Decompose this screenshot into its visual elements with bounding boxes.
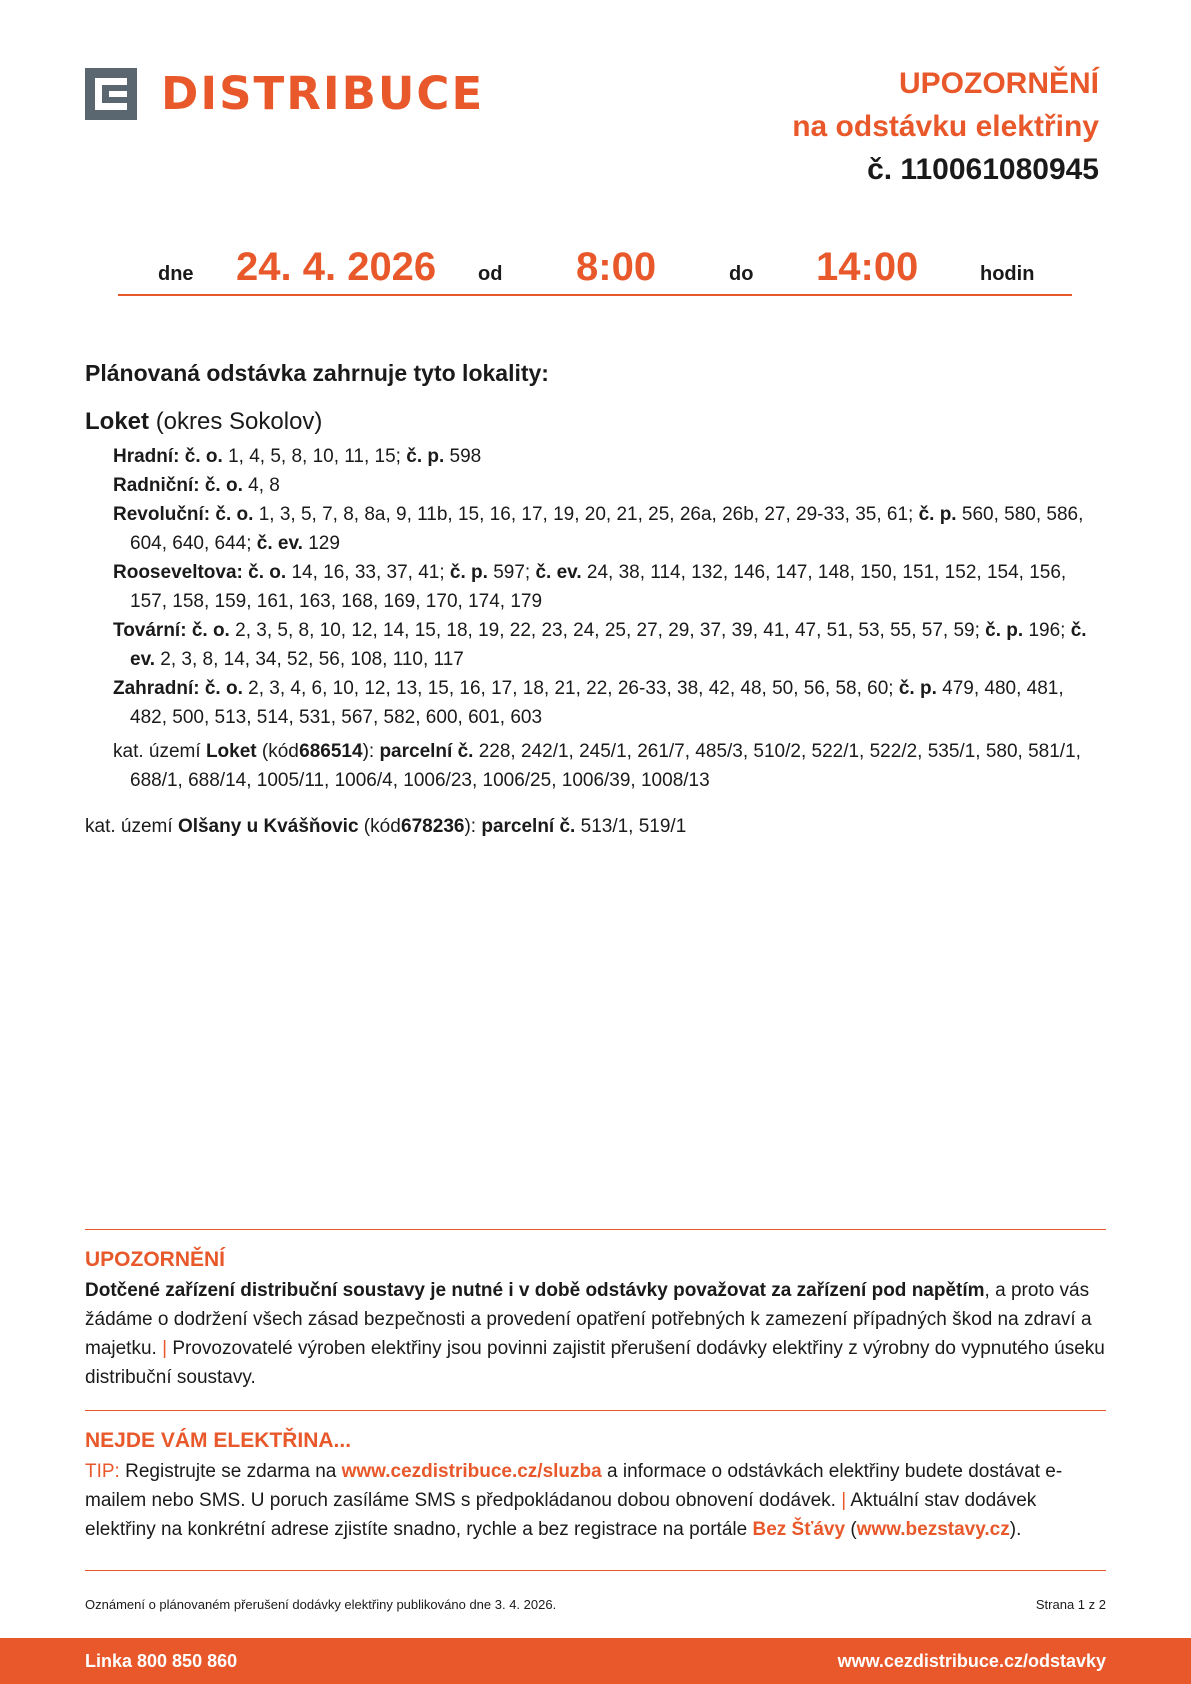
cadastral-area-loket: kat. území Loket (kód 686514): parcelní č. 228, 242/1, 245/1, 261/7, 485/3, 510/2, 522/1, 522/2, 535/1, 580, 581/1, 688/1, 688/14, 1005/11, 1006/4, 1006/23, 1006/25, 1006/39, 1008/13 (113, 741, 1081, 791)
tip-title: NEJDE VÁM ELEKTŘINA... (85, 1429, 352, 1452)
logo-text: DISTRIBUCE (161, 67, 485, 120)
registration-link[interactable]: www.cezdistribuce.cz/sluzba (341, 1461, 602, 1482)
to-label: do (729, 263, 754, 285)
footer-bar (0, 1638, 1191, 1684)
header-subtitle: na odstávku elektřiny (792, 110, 1099, 143)
divider (85, 1410, 1106, 1411)
street-name: Revoluční: (113, 504, 211, 525)
bez-stavy-brand: Bez Šťávy (752, 1519, 846, 1540)
street-name: Zahradní: (113, 678, 200, 699)
outage-from: 8:00 (576, 245, 657, 289)
street-name: Radniční: (113, 475, 200, 496)
locality-heading (85, 408, 322, 436)
street-entry: Radniční: č. o. 4, 8 (113, 475, 280, 496)
notice-number: č. 110061080945 (867, 153, 1099, 186)
notice-title: UPOZORNĚNÍ (85, 1248, 226, 1271)
header-title: UPOZORNĚNÍ (898, 67, 1099, 100)
section-title: Plánovaná odstávka zahrnuje tyto lokality: (85, 360, 549, 386)
locality-district: (okres Sokolov) (155, 408, 323, 435)
outage-time-row (118, 240, 1072, 296)
bezstavy-link[interactable]: www.bezstavy.cz (856, 1519, 1010, 1540)
logo-mark-icon (85, 68, 137, 120)
hours-label: hodin (980, 263, 1035, 285)
hotline[interactable]: Linka 800 850 860 (85, 1651, 238, 1671)
street-name: Tovární: (113, 620, 187, 641)
divider (85, 1570, 1106, 1571)
street-entry: Zahradní: č. o. 2, 3, 4, 6, 10, 12, 13, 15, 16, 17, 18, 21, 22, 26-33, 38, 42, 48, 50, 56, 58, 60; č. p. 479, 480, 481, 482, 500, 513, 514, 531, 567, 582, 600, 601, 603 (113, 678, 1064, 728)
street-entry: Hradní: č. o. 1, 4, 5, 8, 10, 11, 15; č. p. 598 (113, 446, 482, 467)
outage-to: 14:00 (816, 245, 919, 289)
tip-section (85, 1429, 1106, 1544)
company-logo (85, 67, 484, 120)
notice-header (792, 62, 1099, 191)
outage-date: 24. 4. 2026 (236, 245, 437, 289)
cadastral-area-olsany: kat. území Olšany u Kvášňovic (kód 678236): parcelní č. 513/1, 519/1 (85, 816, 687, 837)
outages-link[interactable]: www.cezdistribuce.cz/odstavky (837, 1651, 1106, 1671)
date-label: dne (158, 263, 194, 285)
street-entry: Rooseveltova: č. o. 14, 16, 33, 37, 41; č. p. 597; č. ev. 24, 38, 114, 132, 146, 147, 148, 150, 151, 152, 154, 156, 157, 158, 159, 161, 163, 168, 169, 170, 174, 179 (113, 562, 1067, 612)
page-number: Strana 1 z 2 (1035, 1597, 1106, 1612)
publication-note: Oznámení o plánovaném přerušení dodávky elektřiny publikováno dne 3. 4. 2026. (85, 1597, 557, 1612)
locality-name: Loket (85, 408, 150, 435)
street-entry: Tovární: č. o. 2, 3, 5, 8, 10, 12, 14, 15, 18, 19, 22, 23, 24, 25, 27, 29, 37, 39, 41, 47, 51, 53, 55, 57, 59; č. p. 196; č. ev. 2, 3, 8, 14, 34, 52, 56, 108, 110, 117 (113, 620, 1087, 670)
notice-text: Dotčené zařízení distribuční soustavy je nutné i v době odstávky považovat za zařízení pod napětím, a proto vás žádáme o dodržení všech zásad bezpečnosti a provedení opatření potřebných k zamezení případných škod na zdraví a majetku. | Provozovatelé výroben elektřiny jsou povinni zajistit přerušení dodávky elektřiny z výrobny do vypnutého úseku distribuční soustavy. (85, 1280, 1105, 1388)
street-entry: Revoluční: č. o. 1, 3, 5, 7, 8, 8a, 9, 11b, 15, 16, 17, 19, 20, 21, 25, 26a, 26b, 27, 29-33, 35, 61; č. p. 560, 580, 586, 604, 640, 644; č. ev. 129 (113, 504, 1084, 554)
street-name: Rooseveltova: (113, 562, 243, 583)
from-label: od (478, 263, 503, 285)
tip-text: TIP: Registrujte se zdarma na www.cezdistribuce.cz/sluzba a informace o odstávkách elektřiny budete dostávat e-mailem nebo SMS. U poruch zasíláme SMS s předpokládanou dobou obnovení dodávek. | Aktuální stav dodávek elektřiny na konkrétní adrese zjistíte snadno, rychle a bez registrace na portále Bez Šťávy (www.bezstavy.cz). (85, 1461, 1063, 1540)
street-name: Hradní: (113, 446, 180, 467)
safety-notice (85, 1248, 1106, 1392)
street-list (113, 442, 1103, 795)
divider (85, 1229, 1106, 1230)
